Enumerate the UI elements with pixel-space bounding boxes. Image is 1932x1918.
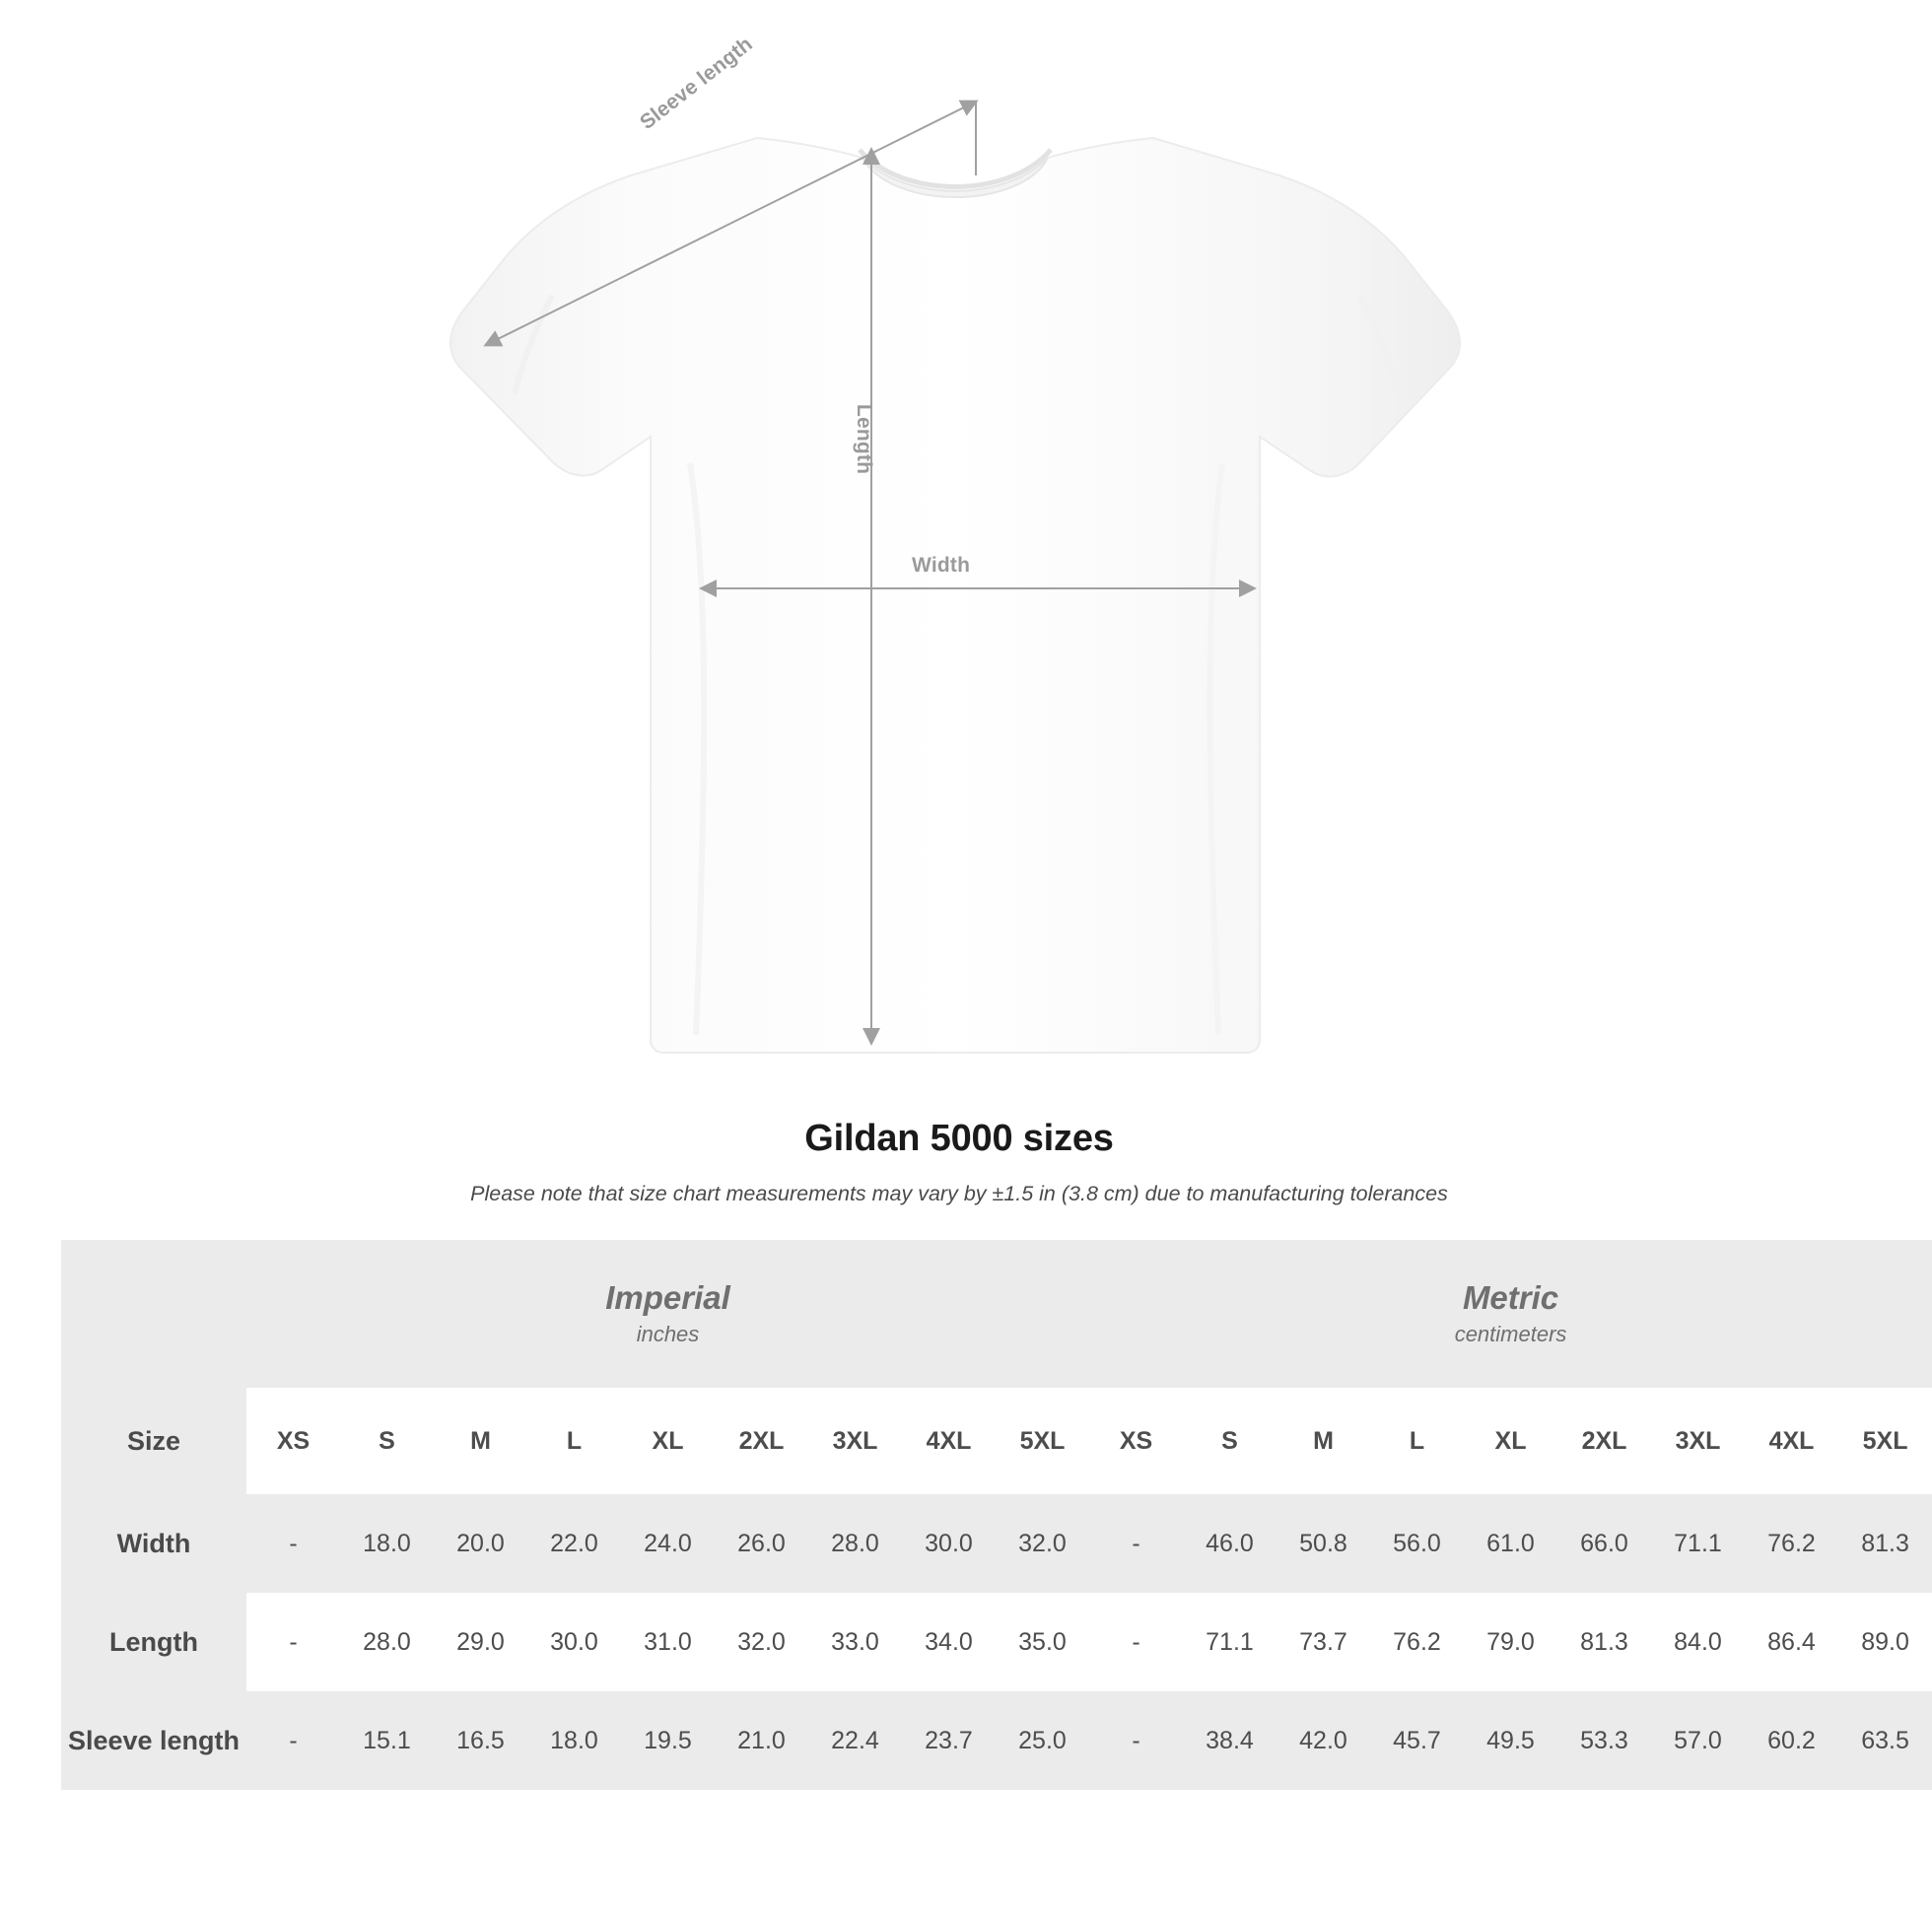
- cell-length-imp-5xl: 35.0: [996, 1593, 1089, 1691]
- cell-sleeve-imp-s: 15.1: [340, 1691, 434, 1790]
- cell-length-met-5xl: 89.0: [1838, 1593, 1932, 1691]
- size-col-met-2xl: 2XL: [1557, 1388, 1651, 1494]
- cell-sleeve-met-xl: 49.5: [1464, 1691, 1557, 1790]
- cell-width-met-l: 56.0: [1370, 1494, 1464, 1593]
- size-header-row: [61, 1388, 1932, 1494]
- cell-length-imp-xl: 31.0: [621, 1593, 715, 1691]
- table-row: [61, 1593, 1932, 1691]
- cell-length-met-xs: -: [1089, 1593, 1183, 1691]
- cell-width-imp-4xl: 30.0: [902, 1494, 996, 1593]
- cell-width-met-2xl: 66.0: [1557, 1494, 1651, 1593]
- size-col-imp-l: L: [527, 1388, 621, 1494]
- tshirt-shape: [450, 138, 1460, 1053]
- cell-width-met-4xl: 76.2: [1745, 1494, 1838, 1593]
- cell-length-imp-4xl: 34.0: [902, 1593, 996, 1691]
- cell-width-imp-5xl: 32.0: [996, 1494, 1089, 1593]
- cell-sleeve-imp-2xl: 21.0: [715, 1691, 808, 1790]
- size-col-imp-2xl: 2XL: [715, 1388, 808, 1494]
- cell-length-met-3xl: 84.0: [1651, 1593, 1745, 1691]
- cell-length-met-l: 76.2: [1370, 1593, 1464, 1691]
- cell-length-imp-s: 28.0: [340, 1593, 434, 1691]
- row-label-length: Length: [61, 1593, 246, 1691]
- unit-header-imperial: [246, 1240, 1089, 1388]
- cell-width-imp-2xl: 26.0: [715, 1494, 808, 1593]
- size-col-imp-xs: XS: [246, 1388, 340, 1494]
- cell-sleeve-imp-xl: 19.5: [621, 1691, 715, 1790]
- cell-width-met-m: 50.8: [1276, 1494, 1370, 1593]
- size-col-met-5xl: 5XL: [1838, 1388, 1932, 1494]
- unit-name-imperial: Imperial: [605, 1278, 730, 1316]
- unit-header-spacer: [61, 1240, 246, 1388]
- page-title: Gildan 5000 sizes: [804, 1118, 1114, 1159]
- size-col-met-3xl: 3XL: [1651, 1388, 1745, 1494]
- cell-length-imp-l: 30.0: [527, 1593, 621, 1691]
- unit-header-row: [61, 1240, 1932, 1388]
- size-col-met-xs: XS: [1089, 1388, 1183, 1494]
- size-header-label: Size: [61, 1388, 246, 1494]
- cell-length-imp-3xl: 33.0: [808, 1593, 902, 1691]
- cell-sleeve-imp-l: 18.0: [527, 1691, 621, 1790]
- cell-length-imp-2xl: 32.0: [715, 1593, 808, 1691]
- cell-sleeve-met-3xl: 57.0: [1651, 1691, 1745, 1790]
- cell-width-imp-m: 20.0: [434, 1494, 527, 1593]
- width-label: Width: [912, 554, 971, 577]
- unit-sub-imperial: inches: [636, 1322, 700, 1347]
- unit-header-metric: [1089, 1240, 1932, 1388]
- size-col-imp-s: S: [340, 1388, 434, 1494]
- cell-sleeve-imp-xs: -: [246, 1691, 340, 1790]
- cell-width-met-5xl: 81.3: [1838, 1494, 1932, 1593]
- size-col-met-s: S: [1183, 1388, 1276, 1494]
- tolerance-note: Please note that size chart measurements may vary by ±1.5 in (3.8 cm) due to manufacturing tolerances: [470, 1182, 1448, 1205]
- cell-length-imp-xs: -: [246, 1593, 340, 1691]
- cell-sleeve-met-2xl: 53.3: [1557, 1691, 1651, 1790]
- cell-length-met-s: 71.1: [1183, 1593, 1276, 1691]
- cell-length-met-xl: 79.0: [1464, 1593, 1557, 1691]
- cell-length-met-m: 73.7: [1276, 1593, 1370, 1691]
- cell-length-met-4xl: 86.4: [1745, 1593, 1838, 1691]
- size-col-met-xl: XL: [1464, 1388, 1557, 1494]
- cell-width-met-xl: 61.0: [1464, 1494, 1557, 1593]
- size-col-met-4xl: 4XL: [1745, 1388, 1838, 1494]
- unit-sub-metric: centimeters: [1454, 1322, 1567, 1347]
- size-col-imp-xl: XL: [621, 1388, 715, 1494]
- cell-sleeve-met-s: 38.4: [1183, 1691, 1276, 1790]
- size-col-met-m: M: [1276, 1388, 1370, 1494]
- cell-length-imp-m: 29.0: [434, 1593, 527, 1691]
- cell-width-imp-xl: 24.0: [621, 1494, 715, 1593]
- title-block: [0, 1118, 1918, 1206]
- size-col-imp-5xl: 5XL: [996, 1388, 1089, 1494]
- cell-sleeve-imp-5xl: 25.0: [996, 1691, 1089, 1790]
- table-row: [61, 1691, 1932, 1790]
- cell-width-imp-3xl: 28.0: [808, 1494, 902, 1593]
- size-col-imp-m: M: [434, 1388, 527, 1494]
- size-col-met-l: L: [1370, 1388, 1464, 1494]
- cell-sleeve-met-5xl: 63.5: [1838, 1691, 1932, 1790]
- cell-width-imp-xs: -: [246, 1494, 340, 1593]
- sleeve-length-label: Sleeve length: [636, 33, 757, 135]
- cell-sleeve-met-4xl: 60.2: [1745, 1691, 1838, 1790]
- cell-width-met-3xl: 71.1: [1651, 1494, 1745, 1593]
- cell-sleeve-imp-m: 16.5: [434, 1691, 527, 1790]
- cell-sleeve-met-xs: -: [1089, 1691, 1183, 1790]
- cell-width-imp-s: 18.0: [340, 1494, 434, 1593]
- cell-width-met-s: 46.0: [1183, 1494, 1276, 1593]
- cell-sleeve-imp-4xl: 23.7: [902, 1691, 996, 1790]
- size-table-wrapper: [61, 1240, 1909, 1790]
- size-table: [61, 1240, 1932, 1790]
- cell-length-met-2xl: 81.3: [1557, 1593, 1651, 1691]
- cell-width-imp-l: 22.0: [527, 1494, 621, 1593]
- size-col-imp-3xl: 3XL: [808, 1388, 902, 1494]
- cell-sleeve-met-l: 45.7: [1370, 1691, 1464, 1790]
- length-label: Length: [853, 404, 875, 475]
- cell-width-met-xs: -: [1089, 1494, 1183, 1593]
- row-label-width: Width: [61, 1494, 246, 1593]
- unit-name-metric: Metric: [1462, 1278, 1559, 1316]
- row-label-sleeve-length: Sleeve length: [61, 1691, 246, 1790]
- cell-sleeve-imp-3xl: 22.4: [808, 1691, 902, 1790]
- table-row: [61, 1494, 1932, 1593]
- size-col-imp-4xl: 4XL: [902, 1388, 996, 1494]
- cell-sleeve-met-m: 42.0: [1276, 1691, 1370, 1790]
